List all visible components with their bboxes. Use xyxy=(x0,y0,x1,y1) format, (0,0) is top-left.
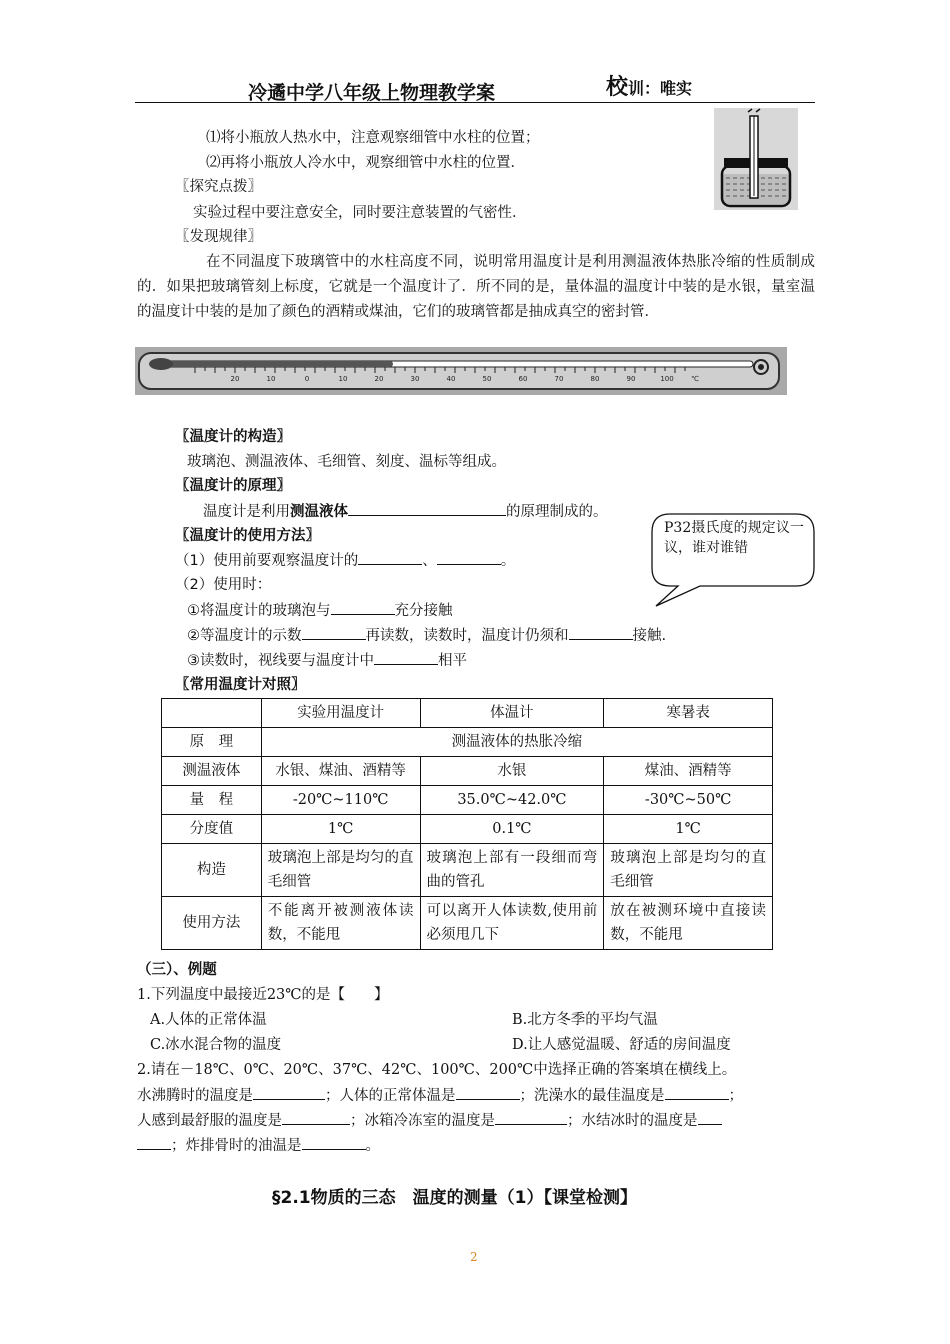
q2-part: ；冰箱冷冻室的温度是 xyxy=(350,1113,495,1129)
table-header-cell: 寒暑表 xyxy=(604,699,773,728)
usage-blank-4[interactable] xyxy=(302,623,366,640)
scale-label: 20 xyxy=(374,375,384,383)
table-row xyxy=(162,897,773,950)
q1-option-a: A.人体的正常体温 xyxy=(150,1012,267,1028)
row-label: 构造 xyxy=(162,844,262,897)
bottle-apparatus-illustration xyxy=(714,108,798,210)
table-cell: 煤油、酒精等 xyxy=(604,757,773,786)
usage-item-1-sep: 、 xyxy=(422,553,437,569)
table-row xyxy=(162,757,773,786)
usage-item-1-prefix: （1）使用前要观察温度计的 xyxy=(175,553,359,569)
table-cell: 水银 xyxy=(420,757,604,786)
q2-blank-freezing-cont[interactable] xyxy=(137,1133,171,1150)
usage-heading: 〖温度计的使用方法〗 xyxy=(175,528,320,544)
question-2-line-2 xyxy=(137,1108,722,1133)
hint-heading: 〖探究点拨〗 xyxy=(175,179,262,195)
callout-text: P32摄氏度的规定议一议，谁对谁错 xyxy=(664,520,804,556)
table-cell: 玻璃泡上部是均匀的直毛细管 xyxy=(604,844,773,897)
scale-label: 30 xyxy=(410,375,420,383)
q2-part: ；炸排骨时的油温是 xyxy=(171,1138,302,1154)
q2-part: ；水结冰时的温度是 xyxy=(567,1113,698,1129)
hint-text: 实验过程中要注意安全，同时要注意装置的气密性． xyxy=(193,205,527,221)
q2-blank-body[interactable] xyxy=(456,1083,520,1100)
comparison-heading: 〖常用温度计对照〗 xyxy=(175,677,306,693)
usage-blank-6[interactable] xyxy=(374,648,438,665)
principle-bold-term: 测温液体 xyxy=(290,504,348,520)
q2-blank-oil[interactable] xyxy=(302,1133,366,1150)
q2-part: ；洗澡水的最佳温度是 xyxy=(519,1088,665,1104)
usage-item-1-suffix: 。 xyxy=(500,553,516,569)
table-cell: 35.0℃~42.0℃ xyxy=(420,786,604,815)
question-2-line-3 xyxy=(137,1133,380,1158)
table-header-row xyxy=(162,699,773,728)
scale-label: 0 xyxy=(304,375,310,383)
table-header-cell: 实验用温度计 xyxy=(261,699,420,728)
row-label: 原 理 xyxy=(162,728,262,757)
page-header-title: 冷遹中学八年级上物理教学案 xyxy=(248,82,496,104)
q2-blank-boiling[interactable] xyxy=(253,1083,325,1100)
table-cell: 放在被测环境中直接读数，不能甩 xyxy=(604,897,773,950)
usage-sub-1-prefix: ①将温度计的玻璃泡与 xyxy=(187,603,331,619)
rule-heading: 〖发现规律〗 xyxy=(175,229,262,245)
scale-label: 70 xyxy=(554,375,564,383)
q2-part: 水沸腾时的温度是 xyxy=(137,1088,253,1104)
scale-label: 20 xyxy=(230,375,240,383)
usage-sub-3 xyxy=(187,648,467,673)
usage-item-1 xyxy=(175,548,515,573)
row-label: 测温液体 xyxy=(162,757,262,786)
scale-label: 10 xyxy=(338,375,348,383)
header-divider xyxy=(135,102,815,103)
table-row xyxy=(162,786,773,815)
usage-blank-1[interactable] xyxy=(358,548,422,565)
usage-sub-2 xyxy=(187,623,666,648)
page-number: 2 xyxy=(470,1250,478,1264)
thermometer-illustration xyxy=(135,347,787,395)
scale-label: 90 xyxy=(626,375,636,383)
question-1: 1.下列温度中最接近23℃的是【 】 xyxy=(137,987,389,1003)
usage-sub-2-mid: 再读数，读数时，温度计仍须和 xyxy=(365,628,569,644)
table-cell: -30℃~50℃ xyxy=(604,786,773,815)
usage-sub-2-suffix: 接触. xyxy=(632,628,667,644)
scale-label: 40 xyxy=(446,375,456,383)
q2-part: 。 xyxy=(365,1138,380,1154)
table-cell: 玻璃泡上部是均匀的直毛细管 xyxy=(261,844,420,897)
scale-label: 50 xyxy=(482,375,492,383)
q2-part: ； xyxy=(728,1088,743,1104)
table-header-cell: 体温计 xyxy=(420,699,604,728)
table-cell: 1℃ xyxy=(604,815,773,844)
table-cell: 玻璃泡上部有一段细而弯曲的管孔 xyxy=(420,844,604,897)
table-cell: 测温液体的热胀冷缩 xyxy=(261,728,772,757)
q2-part: ；人体的正常体温是 xyxy=(325,1088,456,1104)
q1-option-d: D.让人感觉温暖、舒适的房间温度 xyxy=(512,1037,731,1053)
usage-blank-2[interactable] xyxy=(437,548,501,565)
scale-label: 10 xyxy=(266,375,276,383)
school-motto xyxy=(606,70,692,101)
table-cell: -20℃~110℃ xyxy=(261,786,420,815)
q2-blank-bath[interactable] xyxy=(665,1083,729,1100)
table-row xyxy=(162,844,773,897)
q2-blank-freezing[interactable] xyxy=(698,1108,722,1125)
usage-item-2: （2）使用时： xyxy=(175,577,272,593)
usage-sub-1 xyxy=(187,598,453,623)
motto-rest: 训：唯实 xyxy=(628,79,693,98)
q1-option-c: C.冰水混合物的温度 xyxy=(150,1037,282,1053)
row-label: 使用方法 xyxy=(162,897,262,950)
experiment-step-2: ⑵再将小瓶放人冷水中，观察细管中水柱的位置． xyxy=(206,155,525,171)
experiment-step-1: ⑴将小瓶放人热水中，注意观察细管中水柱的位置； xyxy=(206,130,540,146)
section-title: §2.1物质的三态 温度的测量（1）【课堂检测】 xyxy=(272,1188,637,1208)
principle-blank[interactable] xyxy=(348,499,506,516)
structure-text: 玻璃泡、测温液体、毛细管、刻度、温标等组成。 xyxy=(187,454,506,470)
table-cell: 1℃ xyxy=(261,815,420,844)
question-2-line-1 xyxy=(137,1083,743,1108)
examples-heading: （三）、例题 xyxy=(137,962,217,978)
principle-suffix: 的原理制成的。 xyxy=(506,504,608,520)
table-cell: 不能离开被测液体读数，不能甩 xyxy=(261,897,420,950)
row-label: 分度值 xyxy=(162,815,262,844)
question-2: 2.请在－18℃、0℃、20℃、37℃、42℃、100℃、200℃中选择正确的答案填在横线上。 xyxy=(137,1062,737,1078)
usage-sub-2-prefix: ②等温度计的示数 xyxy=(187,628,302,644)
rule-text: 在不同温度下玻璃管中的水柱高度不同，说明常用温度计是利用测温液体热胀冷缩的性质制成的．如果把玻璃管刻上标度，它就是一个温度计了．所不同的是，量体温的温度计中装的是水银，量室温的温度计中装的是加了颜色的酒精或煤油，它们的玻璃管都是抽成真空的密封管． xyxy=(137,254,815,320)
scale-label: 60 xyxy=(518,375,528,383)
table-header-cell xyxy=(162,699,262,728)
q1-option-b: B.北方冬季的平均气温 xyxy=(512,1012,658,1028)
principle-heading: 〖温度计的原理〗 xyxy=(175,478,291,494)
usage-sub-3-suffix: 相平 xyxy=(438,653,467,669)
table-cell: 0.1℃ xyxy=(420,815,604,844)
table-row xyxy=(162,815,773,844)
scale-label: 100 xyxy=(660,375,674,383)
usage-sub-3-prefix: ③读数时，视线要与温度计中 xyxy=(187,653,374,669)
motto-prefix: 校 xyxy=(606,75,629,100)
principle-line xyxy=(203,499,608,524)
principle-prefix: 温度计是利用 xyxy=(203,504,290,520)
row-label: 量 程 xyxy=(162,786,262,815)
q2-blank-comfort[interactable] xyxy=(282,1108,350,1125)
usage-blank-5[interactable] xyxy=(569,623,633,640)
q2-blank-freezer[interactable] xyxy=(495,1108,567,1125)
thermometer-comparison-table xyxy=(161,698,773,950)
table-row xyxy=(162,728,773,757)
structure-heading: 〖温度计的构造〗 xyxy=(175,429,291,445)
scale-label: 80 xyxy=(590,375,600,383)
table-cell: 可以离开人体读数,使用前必须甩几下 xyxy=(420,897,604,950)
usage-sub-1-suffix: 充分接触 xyxy=(394,603,453,619)
q2-part: 人感到最舒服的温度是 xyxy=(137,1113,282,1129)
usage-blank-3[interactable] xyxy=(331,598,395,615)
table-cell: 水银、煤油、酒精等 xyxy=(261,757,420,786)
scale-label: ℃ xyxy=(691,375,699,383)
